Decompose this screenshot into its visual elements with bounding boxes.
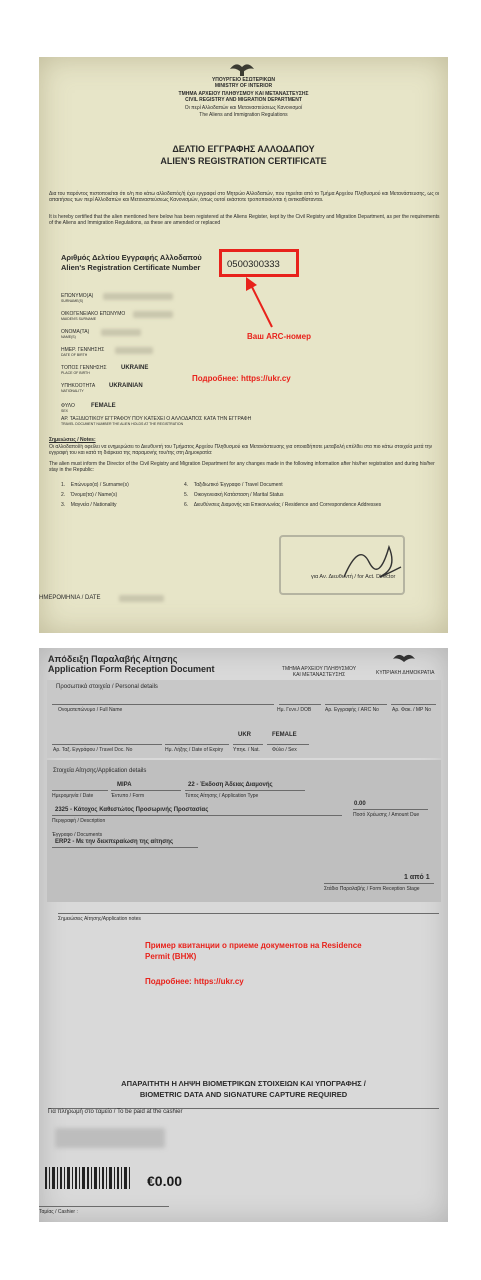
arc-number: 0500300333 bbox=[227, 259, 280, 270]
header-regs: The Aliens and Immigration Regulations bbox=[199, 112, 288, 118]
coat-of-arms-icon bbox=[391, 650, 417, 666]
application-title: Στοιχεία Αίτησης/Application details bbox=[53, 768, 147, 774]
sex-value: FEMALE bbox=[272, 732, 297, 738]
note-item bbox=[61, 502, 117, 508]
amount-label: Ποσό Χρέωσης / Amount Due bbox=[353, 812, 420, 818]
redacted-value bbox=[133, 311, 173, 318]
notes-label: Σημειώσεις Αίτησης/Application notes bbox=[58, 916, 141, 922]
note-text: Επώνυμο(α) / Surname(s) bbox=[70, 482, 129, 488]
app-type-value: 22 - Έκδοση Άδειας Διαμονής bbox=[188, 782, 273, 788]
personal-title: Προσωπικά στοιχεία / Personal details bbox=[56, 684, 158, 690]
description-label: Περιγραφή / Description bbox=[52, 818, 106, 824]
note-num: 3. bbox=[61, 502, 66, 508]
travel-doc-label-greek: ΑΡ. ΤΑΞΙΔΙΩΤΙΚΟΥ ΕΓΓΡΑΦΟΥ ΠΟΥ ΚΑΤΕΧΕΙ Ο ΑΛΛΟΔΑΠΟΣ ΚΑΤΑ ΤΗΝ ΕΓΓΡΑΦΗ bbox=[61, 416, 252, 422]
travel-doc-line bbox=[52, 744, 162, 745]
field-label-greek: ΦΥΛΟ bbox=[61, 403, 75, 409]
field-label: NAME(S) bbox=[61, 335, 76, 339]
redacted-value bbox=[115, 347, 153, 354]
nat-line bbox=[233, 744, 263, 745]
documents-label: Έγγραφο / Documents bbox=[52, 832, 103, 838]
total-amount: €0.00 bbox=[147, 1173, 183, 1189]
title-greek: Απόδειξη Παραλαβής Αίτησης bbox=[48, 654, 178, 664]
documents-line bbox=[52, 847, 198, 848]
personal-details-panel bbox=[47, 680, 441, 758]
nat-value: UKR bbox=[238, 732, 251, 738]
note-text: Όνομα(τα) / Name(s) bbox=[70, 492, 118, 498]
cashier-line bbox=[39, 1206, 169, 1207]
form-value: ΜΙΡΑ bbox=[117, 782, 132, 788]
date-label: ΗΜΕΡΟΜΗΝΙΑ / DATE bbox=[39, 595, 101, 601]
mp-no-label: Αρ. Φακ. / MP No bbox=[392, 707, 432, 713]
field-label: SEX bbox=[61, 409, 69, 413]
application-reception-document bbox=[39, 648, 448, 1222]
note-text: Ταξιδιωτικό Έγγραφο / Travel Document bbox=[193, 482, 283, 488]
cashier-note: Για πληρωμή στο ταμείο / To be paid at the cashier bbox=[48, 1109, 183, 1115]
field-label-greek: ΥΠΗΚΟΟΤΗΤΑ bbox=[61, 383, 96, 389]
redacted-value bbox=[103, 293, 173, 300]
notes-title: Σημειώσεις / Notes: bbox=[49, 437, 96, 443]
field-label-greek: ΕΠΩΝΥΜΟ(Α) bbox=[61, 293, 94, 299]
header-dept: CIVIL REGISTRY AND MIGRATION DEPARTMENT bbox=[185, 97, 302, 103]
dob-line bbox=[279, 704, 321, 705]
title: ALIEN'S REGISTRATION CERTIFICATE bbox=[160, 156, 327, 166]
title-greek: ΔΕΛΤΙΟ ΕΓΓΡΑΦΗΣ ΑΛΛΟΔΑΠΟΥ bbox=[172, 144, 315, 154]
form-label: Έντυπο / Form bbox=[111, 793, 145, 799]
expiry-label: Ημ. Λήξης / Date of Expiry bbox=[165, 747, 224, 753]
field-label: DATE OF BIRTH bbox=[61, 353, 88, 357]
amount-line bbox=[353, 809, 428, 810]
header-greek-dept: ΤΜΗΜΑ ΑΡΧΕΙΟΥ ΠΛΗΘΥΣΜΟΥ ΚΑΙ ΜΕΤΑΝΑΣΤΕΥΣΗΣ bbox=[178, 91, 309, 97]
application-details-panel bbox=[47, 760, 441, 902]
note-num: 2. bbox=[61, 492, 66, 498]
place-of-birth-value: UKRAINE bbox=[121, 365, 149, 371]
coat-of-arms-icon bbox=[228, 59, 256, 77]
header-greek-ministry: ΥΠΟΥΡΓΕΙΟ ΕΣΩΤΕΡΙΚΩΝ bbox=[211, 77, 276, 83]
gov-greek: ΚΥΠΡΙΑΚΗ ΔΗΜΟΚΡΑΤΙΑ bbox=[376, 670, 435, 676]
travel-doc-label: Αρ. Ταξ. Εγγράφου / Travel Doc. No bbox=[53, 747, 133, 753]
note-text: Διευθύνσεις Διαμονής και Επικοινωνίας / Residence and Correspondence Addresses bbox=[193, 502, 382, 508]
dept-greek-2: ΚΑΙ ΜΕΤΑΝΑΣΤΕΥΣΗΣ bbox=[292, 672, 346, 678]
stage-label: Στάδιο Παραλαβής / Form Reception Stage bbox=[324, 886, 420, 892]
field-label-greek: ΟΙΚΟΓΕΝΕΙΑΚΟ ΕΠΩΝΥΜΟ bbox=[61, 311, 126, 317]
form-line bbox=[111, 790, 181, 791]
description-value: 2325 - Κάτοχος Καθεστώτος Προσωρινής Προστασίας bbox=[55, 807, 209, 813]
field-label: PLACE OF BIRTH bbox=[61, 371, 90, 375]
alien-registration-certificate bbox=[39, 57, 448, 633]
note-text: Μαγνεία / Nationality bbox=[70, 502, 117, 508]
annotation-more-link[interactable]: Подробнее: https://ukr.cy bbox=[192, 374, 291, 383]
stage-value: 1 από 1 bbox=[404, 874, 430, 881]
redacted-name bbox=[55, 1128, 165, 1148]
note-num: 4. bbox=[184, 482, 189, 488]
amount-value: 0.00 bbox=[354, 801, 366, 807]
field-label: NATIONALITY bbox=[61, 389, 84, 393]
dob-label: Ημ. Γενν./ DOB bbox=[277, 707, 312, 713]
note-num: 1. bbox=[61, 482, 66, 488]
full-name-label: Ονοματεπώνυμο / Full Name bbox=[58, 707, 123, 713]
signature-label: για Αν. Διευθυντή / for Act. Director bbox=[311, 574, 396, 580]
arc-line bbox=[325, 704, 387, 705]
field-label-greek: ΤΟΠΟΣ ΓΕΝΝΗΣΗΣ bbox=[61, 365, 107, 371]
field-label: SURNAME(S) bbox=[61, 299, 84, 303]
sex-label: Φύλο / Sex bbox=[272, 747, 297, 753]
stage-line bbox=[324, 883, 434, 884]
title: Application Form Reception Document bbox=[48, 664, 215, 674]
date-line bbox=[52, 790, 108, 791]
biometric-greek: ΑΠΑΡΑΙΤΗΤΗ Η ΛΗΨΗ ΒΙΟΜΕΤΡΙΚΩΝ ΣΤΟΙΧΕΙΩΝ ΚΑΙ ΥΠΟΓΡΑΦΗΣ / bbox=[121, 1079, 366, 1088]
expiry-line bbox=[165, 744, 229, 745]
note-item bbox=[61, 482, 129, 488]
header-ministry: MINISTRY OF INTERIOR bbox=[214, 83, 273, 89]
notes-greek: Οι αλλοδαποί/ή οφείλει να ενημερώσει το Διευθυντή του Τμήματος Αρχείου Πληθυσμού και Μετανάστευσης για οποιαδήποτε μεταβολή επέλθει στα πιο κάτω στοιχεία μετά την εγγραφή του και κατά τη διάρκεια της παραμονής του/της στη Δημοκρατία: bbox=[49, 444, 433, 456]
barcode-icon bbox=[45, 1167, 131, 1189]
date-label: Ημερομηνία / Date bbox=[52, 793, 94, 799]
documents-value: ERP2 - Με την διεκπεραίωση της αίτησης bbox=[55, 839, 174, 845]
sex-line bbox=[267, 744, 309, 745]
annotation-more-link[interactable]: Подробнее: https://ukr.cy bbox=[145, 977, 244, 986]
sex-value: FEMALE bbox=[91, 403, 116, 409]
field-label: MAIDEN'S SURNAME bbox=[61, 317, 97, 321]
annotation-arc: Ваш ARC-номер bbox=[247, 332, 311, 341]
note-item bbox=[184, 482, 283, 488]
arc-label-greek: Αριθμός Δελτίου Εγγραφής Αλλοδαπού bbox=[61, 253, 202, 262]
travel-doc-label: TRAVEL DOCUMENT NUMBER THE ALIEN HOLDS AT THE REGISTRATION bbox=[61, 422, 184, 426]
intro-greek: Δια του παρόντος πιστοποιείται ότι ο/η πιο κάτω αλλοδαπός/ή έχει εγγραφεί στο Μητρώο Αλλοδαπών, που τηρείται από το Τμήμα Αρχείου Πληθυσμού και Μετανάστευσης, ως οι απαιτήσεις των περί Αλλοδαπών και Μεταναστεύσεως Κανονισμών, όπως ουτοί εκάστοτε τροποποιούνται ή αντικαθίστανται. bbox=[49, 191, 440, 203]
nationality-value: UKRAINIAN bbox=[109, 383, 143, 389]
full-name-line bbox=[52, 704, 274, 705]
note-text: Οικογενειακή Κατάσταση / Marital Status bbox=[193, 492, 284, 498]
app-type-label: Τύπος Αίτησης / Application Type bbox=[185, 793, 259, 799]
arc-no-label: Αρ. Εγγραφής / ARC No bbox=[325, 707, 379, 713]
header-greek-regs: Οι περί Αλλοδαπών και Μεταναστεύσεως Κανονισμοί bbox=[184, 105, 303, 111]
note-item bbox=[184, 502, 381, 508]
note-item bbox=[61, 492, 117, 498]
notes-english: The alien must inform the Director of the Civil Registry and Migration Department for any changes made in the following information after his/her registration and during his/her stay in the Republic: bbox=[49, 461, 435, 473]
notes-line bbox=[58, 913, 439, 914]
arc-label: Alien's Registration Certificate Number bbox=[61, 263, 201, 272]
annotation-receipt: Пример квитанции о приеме документов на Residence Permit (ВНЖ) bbox=[145, 941, 362, 961]
field-label-greek: ΗΜΕΡ. ΓΕΝΝΗΣΗΣ bbox=[61, 347, 105, 353]
note-num: 6. bbox=[184, 502, 189, 508]
redacted-date bbox=[119, 595, 164, 602]
note-num: 5. bbox=[184, 492, 189, 498]
dept-greek-1: ΤΜΗΜΑ ΑΡΧΕΙΟΥ ΠΛΗΘΥΣΜΟΥ bbox=[281, 666, 357, 672]
biometric-english: BIOMETRIC DATA AND SIGNATURE CAPTURE REQUIRED bbox=[139, 1090, 348, 1099]
intro-english: It is hereby certified that the alien mentioned here below has been registered at the Aliens Register, kept by the Civil Registry and Migration Department, as per the requirements of the Aliens and Immigration Regulations, as these are amended or replaced bbox=[49, 214, 440, 226]
field-label-greek: ΟΝΟΜΑ(ΤΑ) bbox=[61, 329, 90, 335]
arrow-icon bbox=[239, 275, 279, 335]
redacted-value bbox=[101, 329, 141, 336]
mp-line bbox=[391, 704, 436, 705]
type-line bbox=[185, 790, 305, 791]
cashier-label: Ταμίας / Cashier : bbox=[39, 1209, 78, 1215]
description-line bbox=[52, 815, 342, 816]
note-item bbox=[184, 492, 284, 498]
nat-label: Υπηκ. / Nat. bbox=[233, 747, 260, 753]
